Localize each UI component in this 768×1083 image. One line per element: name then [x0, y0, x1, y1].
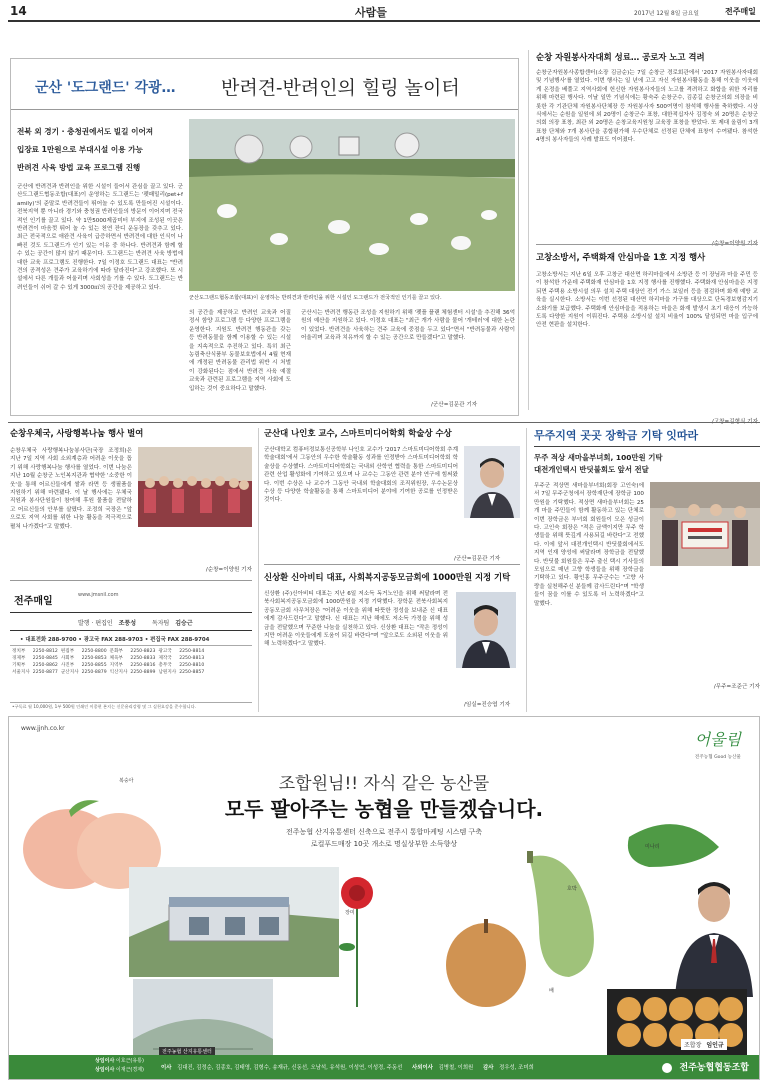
masthead-rule-4 — [10, 702, 252, 703]
dir-cell: 군산지사 — [60, 670, 79, 675]
scholarship-body-wrap — [534, 482, 760, 678]
masthead-url: www.jmsnil.com — [78, 592, 119, 598]
page-number: 14 — [10, 4, 27, 18]
footer-role: 상임이사 — [95, 1058, 115, 1064]
masthead-rule-2 — [10, 630, 252, 631]
directors-label: 이사 — [161, 1065, 172, 1071]
distribution-center-illustration — [129, 867, 339, 977]
dir-cell: 2250-8853 — [81, 656, 107, 661]
footer-role-name: 이호근(유통) — [115, 1058, 144, 1064]
auditor-names: 정우성, 조미희 — [499, 1065, 534, 1071]
shinsang-portrait — [456, 592, 516, 668]
masthead-contacts: • 대표전화 288-9700 • 광고국 FAX 288-9703 • 편집국 FAX 288-9704 — [20, 637, 210, 643]
dir-cell: 2250-8845 — [32, 656, 58, 661]
editor-label: 독자팀 — [151, 620, 170, 627]
outside-names: 김병철, 이희원 — [438, 1065, 474, 1071]
kunsan-title: 군산대 나인호 교수, 스마트미디어학회 학술상 수상 — [264, 428, 452, 438]
feature-kicker: 군산 '도그랜드' 각광… — [35, 80, 176, 96]
right-top-article — [536, 52, 758, 247]
sunchang-byline: /순창=이양원 기자 — [205, 567, 252, 573]
masthead-publisher — [78, 618, 193, 627]
dir-cell: 사진부 — [60, 663, 75, 668]
right-mid-body: 고창소방서는 지난 6일 오후 고창군 대산면 하리마을에서 소방관 등 이 장님과 마을 주민 등이 참석한 가운데 주택화재 안심마을 1호 지정 행사를 진행했다. 주택화재 안심마을은 지정되면 주택용 소방시설 의무 설치 주택 대상인 전기 가스 보일러 등을 점검하며 화재 예방 교육을 실시한다. 소방서는 이번 선정된 대산면 하리마을 가구를 대상으로 단독경보형감지기 소화기를 보급했다. 주택화재 안심마을을 적용하는 마을은 화재 발생시 초기 대응이 가능하도록 다양한 지원이 이뤄진다. 주택용 소방시설 설치 비율이 100% 달성되면 마을 입구에 안전 현판을 설치한다. — [536, 272, 758, 329]
dir-cell: 2250-8823 — [130, 649, 156, 654]
shinsang-byline: /임실=진승엽 기자 — [464, 702, 511, 708]
masthead-directory — [12, 648, 207, 676]
dir-cell: 지역부 — [109, 663, 123, 668]
coop-name: 전주농협협동조합 — [679, 1063, 749, 1073]
dir-cell: 체육부 — [109, 656, 123, 661]
donation-photo-illustration — [650, 482, 760, 566]
scholarship-body-left: 무주군 적상면 새마을부녀회(회장 고인숙)에서 7일 무주군청에서 장학재단에 장학금 100만원을 기탁했다. 적상면 새마을부녀회는 25개 마을 주민들이 함께 활동하고 있는 단체로 이번 장학금은 부녀회 회원들이 모은 성금이다. 고인숙 회장은 "적은 금액이지만 무주 학생들을 위해 뜻깊게 사용되길 바란다"고 전했다. 이에 앞서 대전개인택시 반딧불회에서도 지역 인재 양성에 써달라며 장학금을 전달했다. 반딧불 회원들은 무주 출신 택시 기사들의 모임으로 매년 고향 학생들을 위해 장학금을 기탁하고 있다. 황인홍 무주군수는 "고향 사랑을 실천해주신 분들께 감사드린다"며 "학생들이 꿈을 이룰 수 있도록 더 노력하겠다"고 말했다. — [534, 483, 644, 607]
shinsang-title: 신상환 신아비티 대표, 사회복지공동모금회에 1000만원 지정 기탁 — [264, 572, 511, 582]
auditor-label: 감사 — [482, 1065, 494, 1071]
ad-text-1: 전주농협 산지유통센터 신축으로 전주시 통합마케팅 시스템 구축 — [286, 828, 482, 836]
feature-col3: 군산시는 반려견 행동관 조성을 지원하기 위해 '펫플 플랜 체험센터 시설'을 추진해 36억원의 예산을 지원하고 있다. 이정호 대표는 "최근 개가 사람을 물어 '개테러'에 대한 논란이 있었다. 반려견을 사육하는 견주 교육에 중점을 두고 있다"면서 "반려동물과 사람이 어울리며 교육과 치유까지 할 수 있는 공간으로 만들겠다"고 말했다. — [301, 310, 515, 342]
ad-headline-2: 모두 팔아주는 농협을 만들겠습니다. — [224, 797, 544, 821]
right-mid-article — [536, 252, 758, 425]
feature-title-rule — [11, 109, 518, 110]
right-top-byline — [536, 239, 758, 247]
mid-section-rule — [8, 422, 760, 423]
ad-url[interactable]: www.jjnh.co.kr — [21, 725, 65, 732]
ad-brand: 어울림 — [694, 730, 741, 749]
ad-label-cucumber: 미나리 — [645, 844, 660, 850]
dir-cell: 2250-8855 — [81, 663, 107, 668]
dir-cell: 익산지사 — [109, 670, 128, 675]
scholarship-subhead-2: 대전개인택시 반딧불회도 앞서 전달 — [534, 465, 649, 474]
dir-cell: 편집부 — [60, 649, 75, 654]
ad-text-2: 로컬푸드매장 10곳 개소로 명실상부한 소득향상 — [310, 840, 458, 848]
dir-cell: 2250-8816 — [130, 663, 156, 668]
page-header — [0, 0, 768, 22]
paper-name: 전주매일 — [725, 7, 756, 16]
dir-cell: 기획부 — [12, 663, 26, 668]
kunsan-portrait — [464, 446, 520, 518]
editor-name: 김승근 — [175, 620, 193, 627]
dir-cell: 2250-8800 — [81, 649, 107, 654]
publisher-label: 발행 · 편집인 — [78, 620, 113, 627]
scholarship-title: 무주지역 곳곳 장학금 기탁 잇따라 — [534, 429, 699, 442]
scholarship-byline: /무주=조준근 기자 — [713, 684, 760, 690]
dir-cell: 2250-8812 — [32, 649, 58, 654]
dir-cell: 문화부 — [109, 649, 123, 654]
squash-illustration — [509, 847, 619, 987]
masthead-name: 전주매일 — [14, 596, 53, 607]
directory-row — [12, 648, 207, 655]
sunchang-title: 순창우체국, 사랑행복나눔 행사 벌여 — [10, 428, 144, 438]
directors-names: 김대진, 김정순, 김종호, 김태영, 김형수, 송재규, 신동선, 오남석, 유석원, 이성연, 이성경, 주동선 — [177, 1065, 403, 1071]
dir-cell: 2250-8833 — [130, 656, 156, 661]
directory-row — [12, 669, 207, 676]
scholarship-photo — [650, 482, 760, 566]
dir-cell: 2250-8810 — [179, 663, 205, 668]
dog-park-illustration — [189, 119, 515, 291]
dir-cell: 제작국 — [158, 656, 172, 661]
sunchang-rule — [10, 580, 252, 581]
scholarship-subhead-1: 무주 적상 새마을부녀회, 100만원 기탁 — [534, 453, 663, 462]
masthead-footer: •구독료 월 10,000원, 1부 500원 인쇄인 이종현 본지는 신문윤리강령 및 그 실천요강을 준수합니다. — [12, 704, 196, 709]
sunchang-photo — [138, 447, 252, 527]
advertisement — [8, 716, 760, 1080]
sunchang-body-wrap — [10, 447, 252, 573]
ad-coop-name — [662, 1060, 749, 1073]
ad-brand-sub: 전주농협 Good 농산물 — [694, 755, 741, 760]
dir-cell: 경제부 — [12, 656, 26, 661]
dir-cell: 2250-8857 — [179, 670, 205, 675]
dir-cell: 남원지사 — [158, 670, 177, 675]
feature-article — [10, 58, 519, 416]
feature-photo — [189, 119, 515, 291]
coop-logo-icon — [662, 1063, 672, 1073]
feature-subhead-1: 전북 외 경기 · 충청권에서도 빌길 이어져 — [17, 127, 154, 136]
dir-cell: 2250-8813 — [179, 656, 205, 661]
dir-cell: 정치부 — [12, 649, 26, 654]
ad-label-peach: 복숭아 — [119, 778, 134, 784]
footer-role-name: 이재근(경제) — [115, 1067, 144, 1073]
ad-headline-1: 조합원님!! 자식 같은 농산물 — [278, 774, 490, 794]
masthead-box — [10, 586, 252, 710]
dir-cell: 2250-8814 — [179, 649, 205, 654]
ad-label-rose: 장미 — [345, 910, 355, 916]
president-label: 조합장 — [684, 1042, 702, 1049]
masthead-rule-3 — [10, 645, 252, 646]
footer-role: 상임이사 — [95, 1067, 115, 1073]
section-name: 사람들 — [355, 6, 387, 19]
sunchang-article — [10, 428, 252, 573]
rose-illustration — [337, 867, 377, 1007]
feature-photo-caption: 군산도그랜드협동조합(대표)이 운영하는 반려견과 반려인을 위한 시설인 도그랜드가 전국적인 인기를 끌고 있다. — [189, 295, 442, 301]
mid-divider-2 — [526, 428, 527, 712]
right-mid-byline — [536, 417, 758, 425]
right-col-divider — [528, 50, 529, 410]
kunsan-body: 군산대학교 컴퓨터정보통신공학부 나인호 교수가 '2017 스마트미디어학회 추계학술대회'에서 그동안의 우수한 학술활동 성과를 인정받아 스마트미디어학회 학술상을 수상했다. 스마트미디어학회는 국내외 산학연 협력을 통한 스마트미디어 관련 산업 활성화에 기여하고 있으며 나 교수는 그동안 관련 분야 연구에 힘써왔다. 이번 수상은 나 교수가 그동안 국내외 학술대회의 조직위원장, 우수논문상 수상 등 다양한 학술활동을 통해 스마트미디어 분야에 기여한 공로를 인정받은 것이다. — [264, 447, 458, 504]
issue-date: 2017년 12월 8일 금요일 — [634, 11, 699, 17]
right-top-title: 순창 자원봉사자대회 성료… 공로자 노고 격려 — [536, 52, 705, 62]
right-mid-title: 고창소방서, 주택화재 안심마을 1호 지정 행사 — [536, 252, 706, 262]
president-portrait — [669, 867, 759, 997]
ad-president — [681, 1039, 727, 1050]
feature-title-bar — [35, 71, 515, 101]
feature-col2: 의 공간을 제공하고 반려인 교육과 어질 정서 함양 프로그램 등 다양한 프로그램을 운영한다. 지원도 반려견 행동관을 갖는 등 반려동물을 함께 이용할 수 있는 시설을 지속적으로 추진하고 있다. 특히 최근 농림축산식품부 동물보호법에서 4월 현재에 개정된 반려동물 관리법 위반 시 처벌이 강화된다는 점에서 반려견 사육 예절 교육과 관련된 프로그램을 지역 사회에 도입하는 것이 중요하다고 말했다. — [189, 310, 291, 392]
directory-row — [12, 662, 207, 669]
ad-footer-bar — [9, 1055, 759, 1079]
scholarship-article — [534, 428, 760, 690]
ad-footer-directors — [161, 1063, 534, 1071]
ad-footer-left — [95, 1057, 144, 1075]
feature-subhead-2: 입장료 1만원으로 부대시설 이용 가능 — [17, 145, 143, 154]
outside-label: 사외이사 — [412, 1065, 433, 1071]
feature-col1: 군산에 반려견과 반려인을 위한 시설이 들어서 관심을 끌고 있다. 군산도그랜드협동조합(대표)이 운영하는 도그랜드는 '펫패밀리(pet+family)'의 준말로 반려견들이 뛰어놀 수 있도록 만들어진 시설이다. 전북지역 뿐 아니라 경기와 충청권 반려인들의 방문이 이어지며 전국적인 인기를 끌고 있다. 약 1만5000제곱미터 부지에 조성된 이곳은 반려견이 마음껏 뛰어 놀 수 있는 천연 잔디 운동장을 갖추고 있다. 최근 전국적으로 애완견 사육이 급증하면서 반려견에 대한 인식이 나빠진 것도 도그랜드가 인기 있는 이유 중 하나다. 반려견과 함께 할 수 있는 공간이 많지 않기 때문이다. 도그랜드는 반려견 사육 방법에 대한 교육 프로그램도 진행한다. 7일 이정호 도그랜드 대표는 "반려견의 공격성은 견주가 교육하기에 따라 달라진다"고 강조했다. 또 시설에서 다른 개들과 어울리며 사회성을 기를 수 있다. 도그랜드는 반려인들이 쉬어 갈 수 있게 3000㎡의 공간을 제공하고 있다. — [17, 184, 183, 291]
header-rule — [8, 20, 760, 22]
ad-label-center: 전주농협 산지유통센터 — [159, 1047, 215, 1056]
feature-title: 반려견-반려인의 힐링 놀이터 — [221, 77, 460, 99]
portrait-illustration — [456, 592, 516, 668]
dir-cell: 서울지사 — [12, 670, 30, 675]
kunsan-article — [264, 428, 520, 562]
ad-label-squash: 호박 — [567, 886, 577, 892]
directory-row — [12, 655, 207, 662]
kunsan-byline: /군산=김문관 기자 — [454, 556, 501, 562]
shinsang-body: 신상환 (주)신아비티 대표는 지난 6일 저소득 독거노인을 위해 써달라며 전북사회복지공동모금회에 1000만원을 지정 기탁했다. 장학문 전북사회복지공동모금회 사무처장은 "어려운 이웃을 위해 따뜻한 정성을 보내준 신 대표에게 감사드린다"고 말했다. 신 대표는 지난 해에도 저소득 가정을 위해 성금을 전달했으며 꾸준한 나눔을 실천하고 있다. 신상환 대표는 "작은 정성이지만 어려운 이웃들에게 도움이 되길 바란다"며 "앞으로도 소외된 이웃을 위해 노력하겠다"고 말했다. — [264, 591, 448, 648]
ad-brand-logo — [671, 727, 741, 771]
president-name: 임인규 — [706, 1042, 724, 1049]
group-photo-illustration — [138, 447, 252, 527]
dir-cell: 2250-8877 — [32, 670, 58, 675]
sunchang-body: 순창우체국 사랑행복나눔봉사단(국장 조정희)은 지난 7일 지역 사회 소외계층과 어려운 이웃을 돕기 위해 사랑행복나눔 행사를 열었다. 이번 나눔은 지난 10월 순창군 노인복지관과 협약한 '소중한 이웃'을 통해 어르신들에게 쌀과 라면 등 생필품을 지원하기 위해 마련됐다. 이 날 행사에는 우체국 직원과 봉사단원들이 참여해 후원 물품을 전달하고 어르신들의 안부를 살폈다. 조정희 국장은 "앞으로도 지역 사회를 위한 나눔 활동을 적극적으로 펼쳐 나가겠다"고 말했다. — [10, 448, 132, 530]
right-top-rule — [536, 244, 758, 245]
scholarship-title-rule — [534, 446, 760, 447]
dir-cell: 2250-8879 — [81, 670, 107, 675]
dir-cell: 광고국 — [158, 649, 172, 654]
right-top-body: 순창군자원봉사종합센터(소장 김금순)는 7일 순창군 경로회관에서 '2017 자원봉사자대회 및 기념행사'를 열었다. 이번 행사는 일 년에 고고 자신 자원봉사활동을 통해 이웃을 이웃에게 온정을 베풀고 지역사회에 헌신한 자원봉사자들의 노고를 격려하고 화합을 위한 자리를 위해 마련된 행사다. 이날 일만 기념식에는 황숙주 순창군수, 김종길 순창군의회 의장을 비롯한 각 기관단체 자원봉사단체장 등 자원봉사자 500여명이 참석해 행사를 축하했다. 시상식에서는 순원을 일원에 외 20명이 순창군수 표창, 대한적십자사 김정숙 외 20명은 순창군의회 의장 표창, 최관 외 20명은 순창교육지원청 교육장 표창을 받았다. 또 제대 올림이 3개 표창 단체와 7개 봉사단을 종합평가해 우수단체로 선정된 단체에 표창이 수여됐다. 참석한 4명의 봉사자들의 사례 발표도 이어졌다. — [536, 70, 758, 144]
dir-cell: 2250-8899 — [130, 670, 156, 675]
masthead-rule-1 — [10, 612, 252, 613]
feature-byline: /군산=김문관 기자 — [431, 402, 478, 408]
dir-cell: 총무국 — [158, 663, 172, 668]
dir-cell: 2250-8862 — [32, 663, 58, 668]
publisher-name: 조풍성 — [118, 620, 137, 627]
portrait-illustration — [464, 446, 520, 518]
kunsan-rule — [264, 564, 520, 565]
dir-cell: 사회부 — [60, 656, 75, 661]
shinsang-article — [264, 572, 520, 708]
feature-subheads — [17, 123, 183, 177]
mid-divider-1 — [258, 428, 259, 712]
feature-subhead-3: 반려견 사육 방법 교육 프로그램 진행 — [17, 163, 141, 172]
ad-label-pear: 배 — [549, 988, 554, 994]
